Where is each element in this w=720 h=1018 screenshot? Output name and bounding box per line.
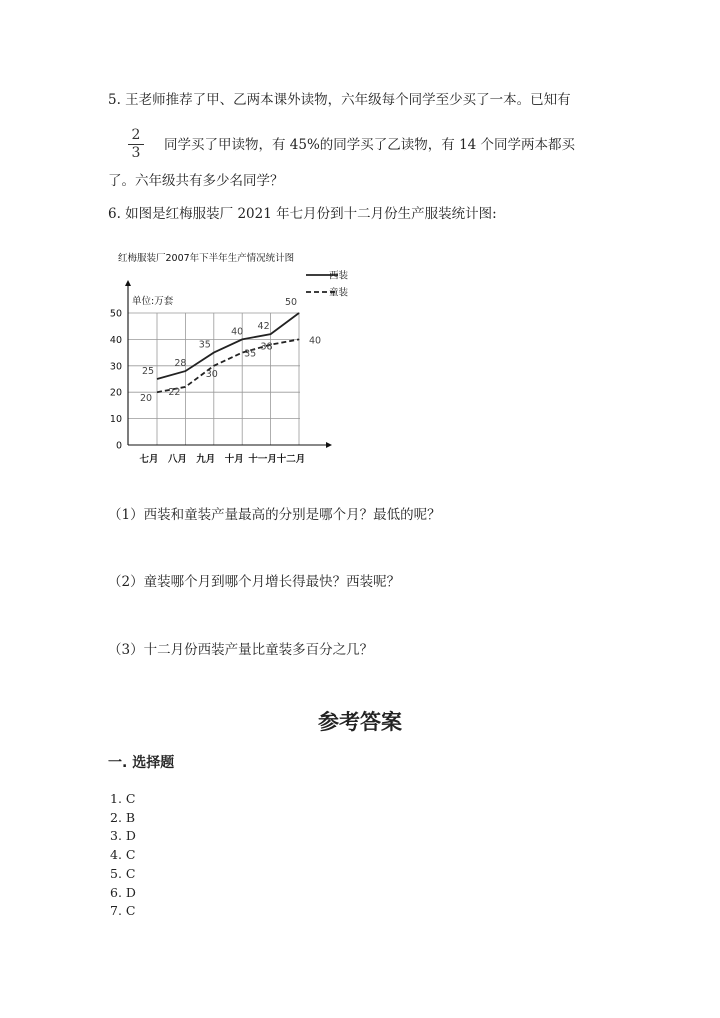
data-label: 25: [141, 366, 155, 377]
q6-sub3: （3）十二月份西装产量比童装多百分之几？: [108, 642, 374, 658]
chart-y-tick-label: 20: [109, 387, 122, 399]
answer-item: 2. B: [110, 809, 136, 825]
chart-x-tick-label: 十二月: [276, 454, 306, 465]
fraction-numerator: 2: [131, 127, 141, 143]
chart-x-tick-label: 九月: [196, 454, 216, 465]
data-label: 35: [244, 348, 257, 360]
chart-x-tick-label: 十一月: [248, 454, 277, 465]
chart-x-tick-label: 七月: [139, 454, 159, 465]
legend-label: 西装: [328, 270, 348, 282]
answers-section-heading: 一. 选择题: [108, 755, 175, 771]
answer-item: 6. D: [110, 884, 136, 900]
data-label: 28: [174, 358, 187, 370]
chart-y-tick-label: 50: [109, 308, 122, 320]
legend-label: 童装: [328, 287, 348, 299]
chart-y-tick-labels: [110, 309, 122, 452]
data-label: 38: [260, 341, 273, 353]
answers-title: 参考答案: [318, 710, 402, 734]
data-label: 40: [231, 326, 244, 338]
answer-item: 5. C: [110, 865, 136, 881]
answer-item: 7. C: [110, 903, 136, 919]
q6-line1: 6. 如图是红梅服装厂 2021 年七月份到十二月份生产服装统计图:: [108, 206, 497, 222]
production-line-chart: [108, 246, 348, 471]
data-label: 50: [284, 297, 298, 308]
answer-item: 4. C: [110, 847, 136, 863]
chart-x-axis-arrow: [326, 442, 332, 448]
answer-item: 1. C: [110, 791, 136, 806]
chart-unit-label: 单位:万套: [132, 296, 174, 307]
fraction-two-thirds: [128, 128, 144, 161]
data-label: 30: [205, 368, 218, 380]
chart-y-axis-arrow: [125, 280, 131, 286]
data-label: 42: [257, 321, 270, 333]
q5-line2: 同学买了甲读物，有 45%的同学买了乙读物，有 14 个同学两本都买: [164, 137, 576, 153]
q6-sub1: （1）西装和童装产量最高的分别是哪个月？最低的呢？: [108, 507, 441, 523]
chart-x-tick-label: 十月: [224, 454, 244, 465]
data-label: 20: [139, 393, 153, 405]
q5-line1: 5. 王老师推荐了甲、乙两本课外读物，六年级每个同学至少买了一本。已知有: [108, 92, 571, 108]
chart-y-tick-label: 10: [109, 414, 122, 426]
chart-y-tick-label: 0: [115, 440, 122, 452]
data-label: 40: [308, 335, 322, 347]
chart-x-tick-label: 八月: [167, 454, 187, 465]
data-label: 22: [168, 386, 181, 398]
fraction-denominator: 3: [131, 145, 141, 161]
chart-y-tick-label: 40: [109, 334, 122, 346]
q6-sub2: （2）童装哪个月到哪个月增长得最快？西装呢？: [108, 574, 401, 590]
chart-legend: [306, 270, 348, 299]
chart-x-tick-labels: [139, 453, 305, 465]
data-label: 35: [198, 339, 211, 351]
series-line-suits: [157, 313, 299, 379]
chart-title: 红梅服装厂2007年下半年生产情况统计图: [118, 253, 295, 264]
chart-y-tick-label: 30: [109, 361, 122, 373]
q5-line3: 了。六年级共有多少名同学？: [108, 173, 284, 189]
answers-list: [110, 790, 136, 921]
answer-item: 3. D: [110, 828, 136, 844]
